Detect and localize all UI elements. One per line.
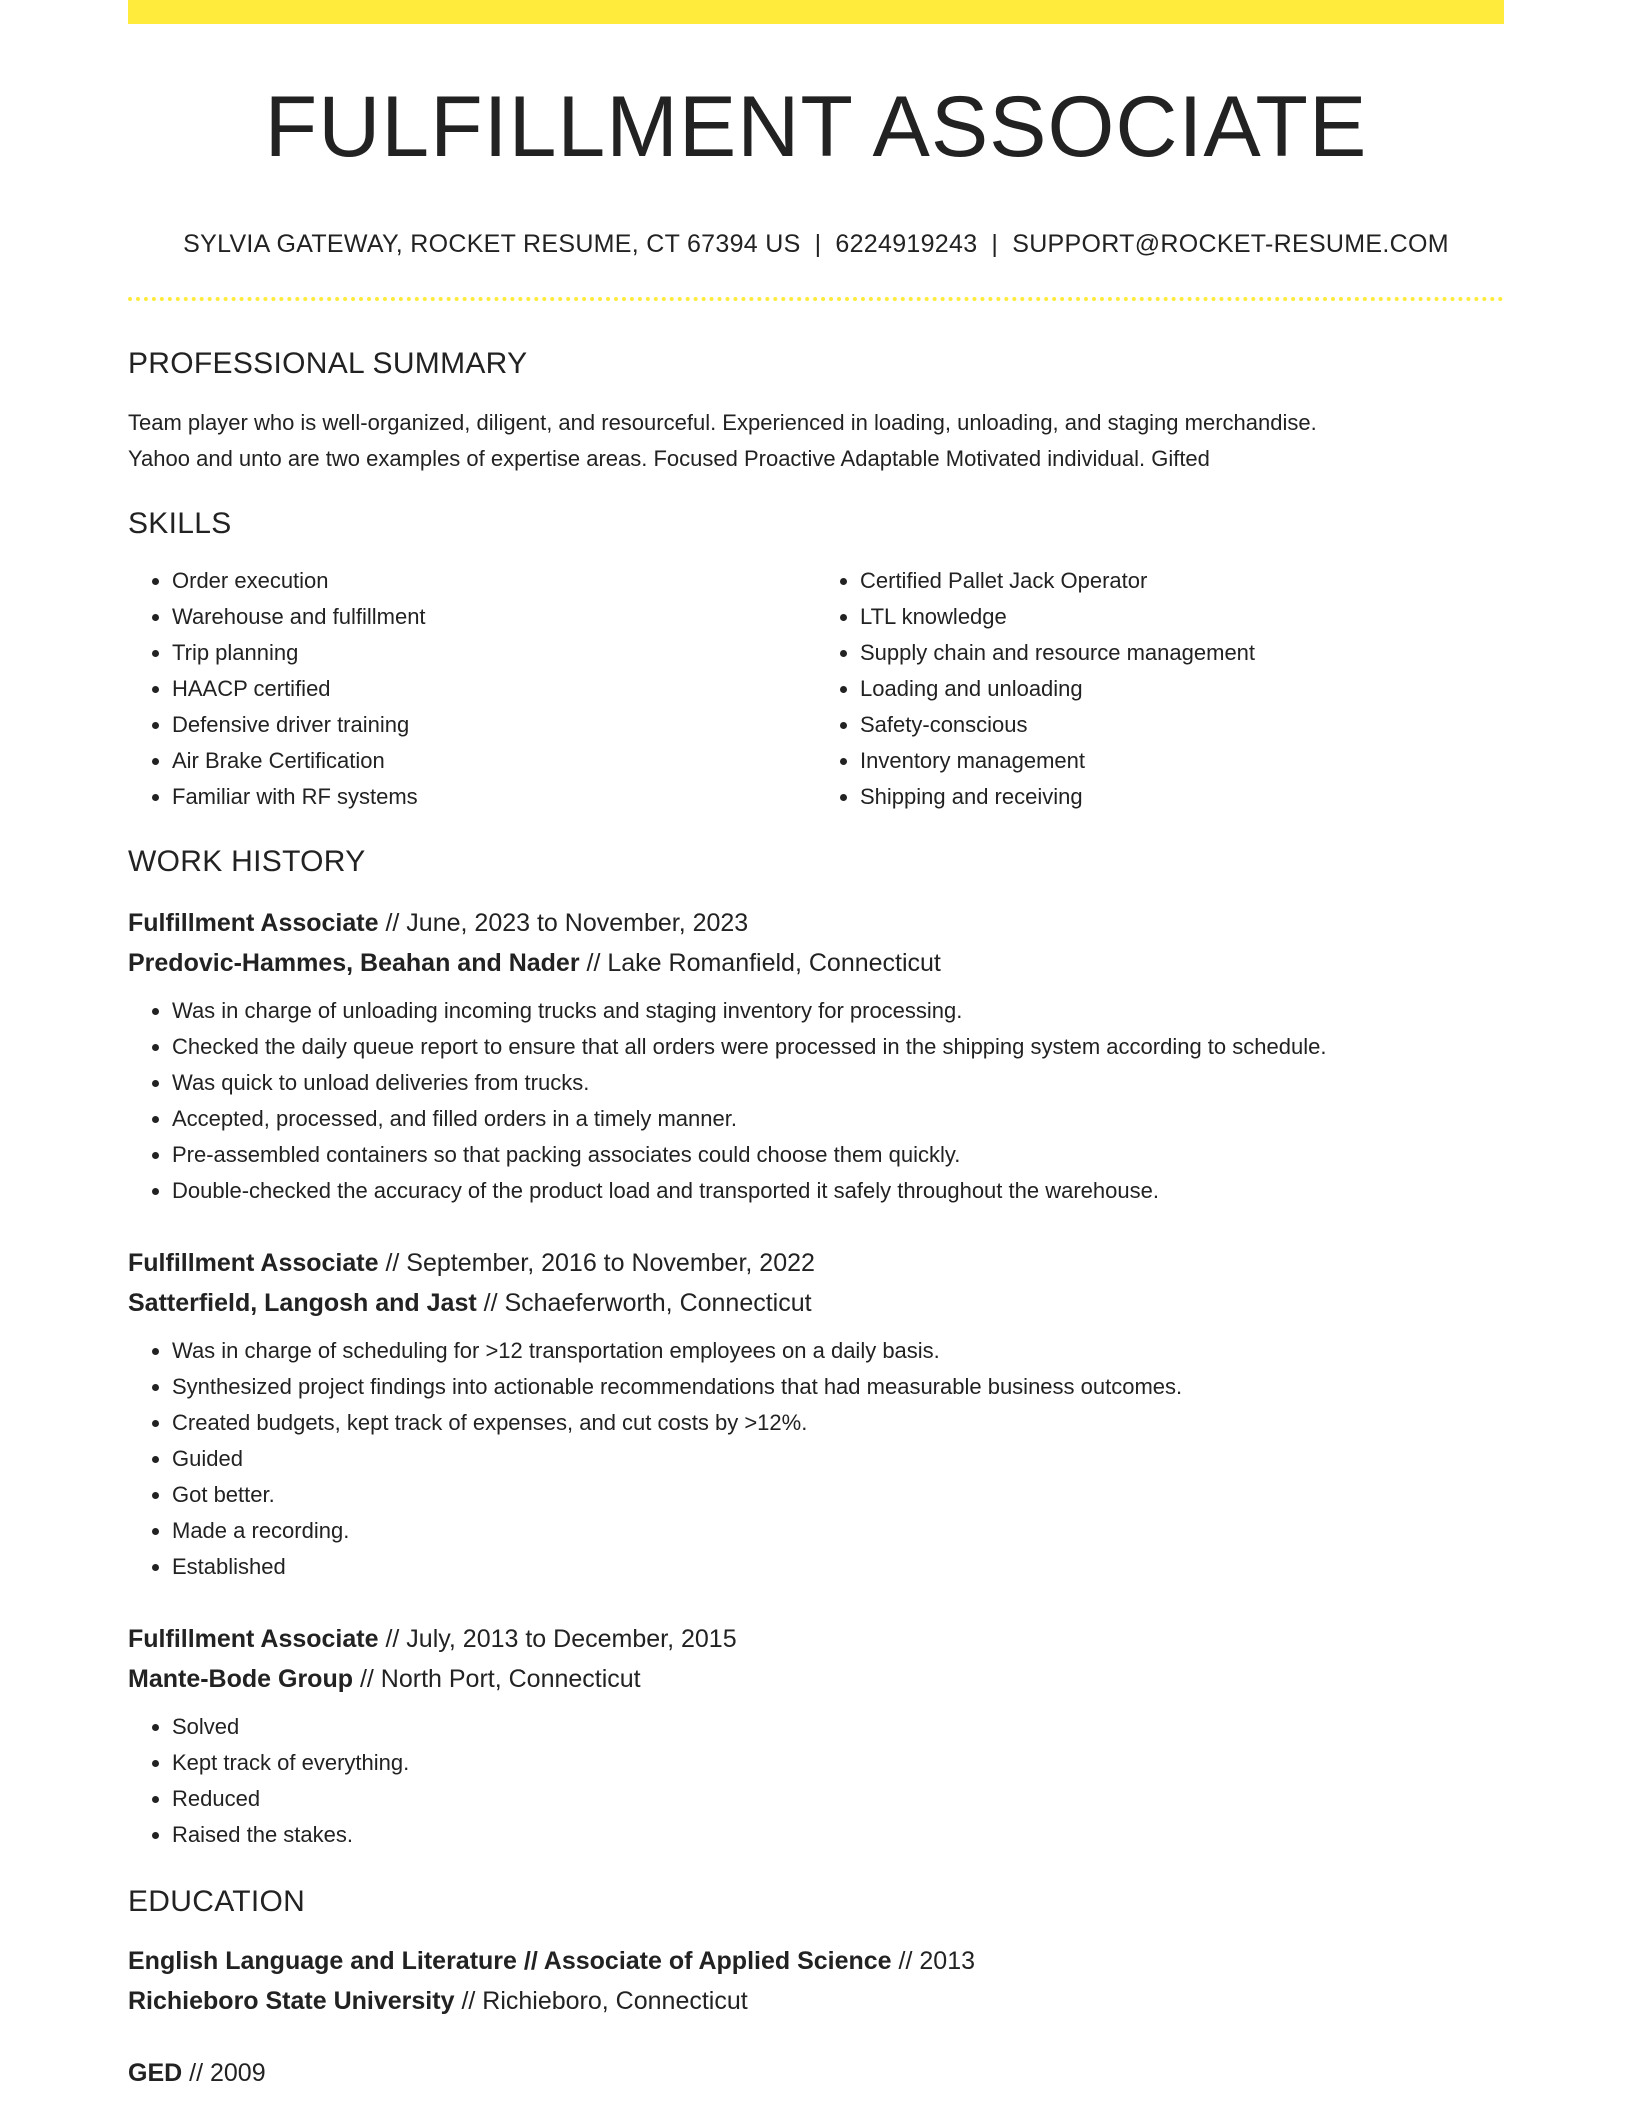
job-role: Fulfillment Associate xyxy=(128,1625,379,1653)
skill-item: • Trip planning xyxy=(172,635,816,671)
summary-heading: PROFESSIONAL SUMMARY xyxy=(128,347,528,380)
job-location: // Lake Romanfield, Connecticut xyxy=(586,949,941,977)
job-location: // Schaeferworth, Connecticut xyxy=(483,1289,812,1317)
resume-page xyxy=(128,0,1504,2093)
edu-year: // 2013 xyxy=(898,1947,975,1975)
job-bullet: • Reduced xyxy=(172,1781,1504,1817)
job-bullet: • Made a recording. xyxy=(172,1513,1504,1549)
job-bullet: • Solved xyxy=(172,1709,1504,1745)
skills-grid xyxy=(128,563,1504,815)
skill-item: • LTL knowledge xyxy=(860,599,1504,635)
job-bullet: • Accepted, processed, and filled orders in a timely manner. xyxy=(172,1101,1504,1137)
job-role: Fulfillment Associate xyxy=(128,1249,379,1277)
job-company-line xyxy=(128,943,1504,983)
skill-item: • Loading and unloading xyxy=(860,671,1504,707)
skill-item: • Air Brake Certification xyxy=(172,743,816,779)
job-bullet: • Checked the daily queue report to ensure that all orders were processed in the shipping system according to schedule. xyxy=(172,1029,1504,1065)
skill-item: • HAACP certified xyxy=(172,671,816,707)
job-bullet: • Created budgets, kept track of expenses, and cut costs by >12%. xyxy=(172,1405,1504,1441)
skill-item: • Supply chain and resource management xyxy=(860,635,1504,671)
skill-item: • Inventory management xyxy=(860,743,1504,779)
job-bullet: • Was in charge of unloading incoming trucks and staging inventory for processing. xyxy=(172,993,1504,1029)
contact-separator: | xyxy=(814,230,822,258)
job-bullet: • Established xyxy=(172,1549,1504,1585)
job-bullet: • Pre-assembled containers so that packing associates could choose them quickly. xyxy=(172,1137,1504,1173)
summary-line: Yahoo and unto are two examples of expertise areas. Focused Proactive Adaptable Motivated individual. Gifted xyxy=(128,446,1210,471)
skill-item: • Certified Pallet Jack Operator xyxy=(860,563,1504,599)
job-company: Mante-Bode Group xyxy=(128,1665,353,1693)
contact-line xyxy=(128,230,1504,259)
skill-item: • Familiar with RF systems xyxy=(172,779,816,815)
skills-column-right xyxy=(816,563,1504,815)
job-title-line xyxy=(128,1619,1504,1659)
job-bullet: • Was in charge of scheduling for >12 transportation employees on a daily basis. xyxy=(172,1333,1504,1369)
skill-item: • Shipping and receiving xyxy=(860,779,1504,815)
edu-degree-line xyxy=(128,1941,1504,1981)
contact-separator: | xyxy=(991,230,999,258)
job-bullets xyxy=(128,1709,1504,1853)
job-entry xyxy=(128,1619,1504,1853)
job-bullet: • Synthesized project findings into actionable recommendations that had measurable business outcomes. xyxy=(172,1369,1504,1405)
edu-school-line xyxy=(128,1981,1504,2021)
skills-column-left xyxy=(128,563,816,815)
job-bullet: • Was quick to unload deliveries from trucks. xyxy=(172,1065,1504,1101)
job-bullet: • Got better. xyxy=(172,1477,1504,1513)
contact-address: SYLVIA GATEWAY, ROCKET RESUME, CT 67394 US xyxy=(183,230,801,258)
job-bullets xyxy=(128,1333,1504,1585)
job-entry xyxy=(128,1243,1504,1585)
job-bullets xyxy=(128,993,1504,1209)
job-bullet: • Double-checked the accuracy of the product load and transported it safely throughout the warehouse. xyxy=(172,1173,1504,1209)
skill-item: • Order execution xyxy=(172,563,816,599)
dotted-divider xyxy=(128,297,1504,301)
job-dates: // September, 2016 to November, 2022 xyxy=(385,1249,815,1277)
job-company-line xyxy=(128,1283,1504,1323)
job-dates: // June, 2023 to November, 2023 xyxy=(385,909,749,937)
job-company: Satterfield, Langosh and Jast xyxy=(128,1289,477,1317)
job-company: Predovic-Hammes, Beahan and Nader xyxy=(128,949,580,977)
edu-degree: English Language and Literature // Associate of Applied Science xyxy=(128,1947,892,1975)
edu-location: // Richieboro, Connecticut xyxy=(461,1987,748,2015)
job-title-line xyxy=(128,1243,1504,1283)
edu-degree: GED xyxy=(128,2059,183,2087)
accent-top-bar xyxy=(128,0,1504,24)
resume-name-title: FULFILLMENT ASSOCIATE xyxy=(264,79,1368,175)
contact-phone: 6224919243 xyxy=(835,230,978,258)
job-company-line xyxy=(128,1659,1504,1699)
skill-item: • Warehouse and fulfillment xyxy=(172,599,816,635)
job-bullet: • Kept track of everything. xyxy=(172,1745,1504,1781)
summary-line: Team player who is well-organized, diligent, and resourceful. Experienced in loading, unloading, and staging merchandise. xyxy=(128,410,1317,435)
skill-item: • Defensive driver training xyxy=(172,707,816,743)
summary-text xyxy=(128,405,1504,477)
skill-item: • Safety-conscious xyxy=(860,707,1504,743)
contact-email: SUPPORT@ROCKET-RESUME.COM xyxy=(1012,230,1449,258)
job-location: // North Port, Connecticut xyxy=(359,1665,641,1693)
education-heading: EDUCATION xyxy=(128,1885,306,1918)
job-bullet: • Raised the stakes. xyxy=(172,1817,1504,1853)
education-entry xyxy=(128,1941,1504,2021)
job-bullet: • Guided xyxy=(172,1441,1504,1477)
job-role: Fulfillment Associate xyxy=(128,909,379,937)
edu-degree-line xyxy=(128,2053,1504,2093)
education-entry xyxy=(128,2053,1504,2093)
job-title-line xyxy=(128,903,1504,943)
work-history-heading: WORK HISTORY xyxy=(128,845,366,878)
skills-heading: SKILLS xyxy=(128,507,232,540)
edu-year: // 2009 xyxy=(189,2059,266,2087)
job-entry xyxy=(128,903,1504,1209)
edu-school: Richieboro State University xyxy=(128,1987,455,2015)
job-dates: // July, 2013 to December, 2015 xyxy=(385,1625,737,1653)
